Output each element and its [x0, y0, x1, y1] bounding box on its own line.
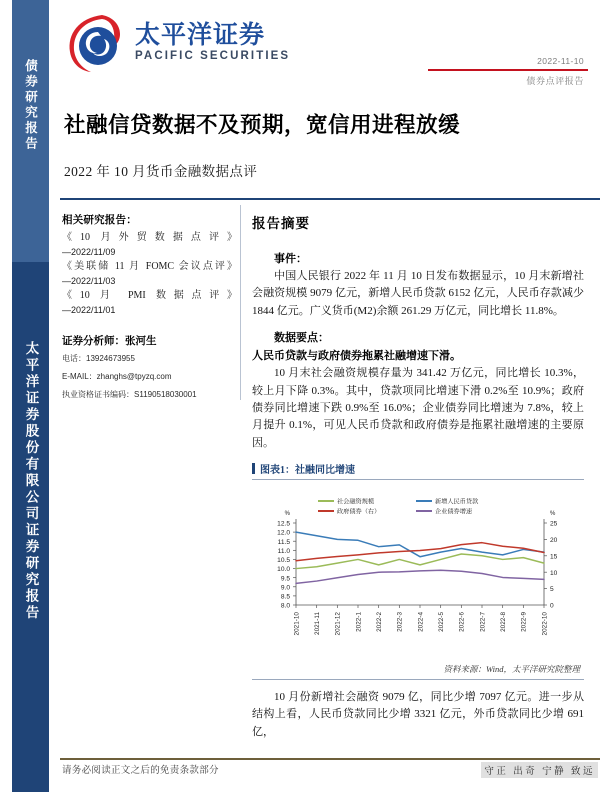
- svg-text:%: %: [284, 511, 290, 517]
- analyst-block: [62, 333, 237, 399]
- footer-slogan: 守正 出奇 宁静 致远: [481, 762, 598, 778]
- svg-text:政府债券（右）: 政府债券（右）: [337, 508, 381, 516]
- figure-source: 资料来源：Wind，太平洋研究院整理: [443, 664, 580, 674]
- svg-text:2022-1: 2022-1: [355, 612, 363, 632]
- svg-text:2022-3: 2022-3: [396, 612, 404, 632]
- svg-text:2022-5: 2022-5: [438, 612, 446, 632]
- svg-text:2022-8: 2022-8: [500, 612, 508, 632]
- figure-caption: [252, 461, 584, 476]
- related-report-title: 《美联储 11 月 FOMC 会议点评》: [62, 261, 237, 272]
- related-report-item[interactable]: [62, 231, 237, 259]
- social-financing-growth-chart: [252, 487, 584, 659]
- left-column: [62, 212, 237, 408]
- svg-text:2022-10: 2022-10: [541, 612, 549, 636]
- data-points-sublabel: 人民币贷款与政府债券拖累社融增速下滑。: [252, 350, 461, 363]
- event-paragraph: 中国人民银行 2022 年 11 月 10 日发布数据显示，10 月末新增社会融资规模 9079 亿元，新增人民币贷款 6152 亿元，人民币存款减少 1844 亿元。广义货币(M2)余额 261.29 万亿元，同比增长 11.8%。: [252, 270, 584, 317]
- event-label: 事件：: [274, 253, 307, 265]
- analyst-email[interactable]: E-MAIL：zhanghs@tpyzq.com: [62, 371, 172, 381]
- page-title: 社融信贷数据不及预期，宽信用进程放缓: [64, 113, 461, 137]
- data-points-label: 数据要点：: [274, 332, 329, 345]
- svg-text:2022-6: 2022-6: [458, 612, 466, 632]
- svg-text:11.5: 11.5: [277, 538, 290, 546]
- svg-text:社会融资规模: 社会融资规模: [337, 498, 375, 506]
- figure-caption-text: 图表1：社融同比增速: [260, 465, 355, 476]
- sidebar-label-bottom: 太平洋证券股份有限公司证券研究报告: [23, 340, 39, 622]
- report-date: 2022-11-10: [537, 56, 584, 66]
- svg-text:2022-4: 2022-4: [417, 612, 425, 632]
- related-report-date: —2022/11/03: [62, 275, 116, 286]
- svg-text:2022-7: 2022-7: [479, 612, 487, 632]
- report-type-label: 债券点评报告: [526, 75, 584, 86]
- analyst-name: 证券分析师：张河生: [62, 336, 157, 347]
- svg-text:5: 5: [550, 586, 554, 594]
- svg-text:2021-11: 2021-11: [314, 612, 322, 635]
- main-column: [252, 212, 584, 750]
- logo-wordmark: [135, 23, 290, 63]
- svg-text:0: 0: [550, 602, 554, 610]
- svg-text:8.5: 8.5: [280, 593, 290, 601]
- svg-text:2022-9: 2022-9: [520, 612, 528, 632]
- svg-text:11.0: 11.0: [277, 547, 290, 555]
- analyst-phone: 电话：13924673955: [62, 354, 135, 363]
- svg-text:15: 15: [550, 553, 558, 561]
- data-points-paragraph: 10 月末社会融资规模存量为 341.42 万亿元，同比增长 10.3%，较上月下降 0.3%。其中，贷款项同比增速下滑 0.2%至 10.9%；政府债券同比增速下跌 0.9%至 16.0%；企业债券同比增速为 7.8%，较上月提升 0.1%，可见人民币贷款和政府债券是拖累社融增速的主要原因。: [252, 367, 584, 449]
- svg-text:9.0: 9.0: [280, 584, 290, 592]
- report-meta-block: [428, 56, 588, 87]
- logo-chinese-name: 太平洋证券: [135, 21, 266, 50]
- figure-1: [252, 461, 584, 680]
- related-report-title: 《10 月外贸数据点评》: [62, 232, 237, 243]
- related-report-title: 《10 月 PMI 数据点评》: [62, 290, 237, 301]
- svg-text:10: 10: [550, 569, 558, 577]
- logo-english-name: PACIFIC SECURITIES: [135, 50, 291, 63]
- svg-text:8.0: 8.0: [280, 602, 290, 610]
- analyst-license: 执业资格证书编码：S1190518030001: [62, 389, 197, 399]
- pacific-securities-logo-icon: [65, 12, 127, 74]
- related-report-date: —2022/11/01: [62, 304, 116, 315]
- svg-text:20: 20: [550, 537, 558, 544]
- footer-divider: [60, 758, 600, 760]
- svg-text:企业债券增速: 企业债券增速: [435, 508, 473, 516]
- svg-text:%: %: [550, 511, 556, 517]
- title-divider: [60, 198, 600, 200]
- sidebar-band-report-series: [12, 0, 49, 262]
- footer-disclaimer: 请务必阅读正文之后的免责条款部分: [62, 766, 219, 776]
- related-report-item[interactable]: [62, 289, 237, 317]
- svg-text:9.5: 9.5: [280, 575, 290, 583]
- caption-accent-bar: [252, 463, 255, 474]
- svg-text:2021-10: 2021-10: [293, 612, 301, 636]
- column-divider: [240, 205, 241, 400]
- header-red-rule: [428, 69, 588, 72]
- company-logo: [65, 12, 290, 74]
- related-reports-heading: 相关研究报告：: [62, 215, 137, 226]
- svg-text:25: 25: [550, 520, 558, 528]
- closing-paragraph: 10 月份新增社会融资 9079 亿，同比少增 7097 亿元。进一步从结构上看，人民币贷款同比少增 3321 亿元，外币贷款同比少增 691 亿，: [252, 691, 584, 738]
- svg-text:10.5: 10.5: [277, 557, 290, 565]
- report-header: [60, 0, 600, 104]
- figure-frame: [252, 479, 584, 680]
- page-subtitle: 2022 年 10 月货币金融数据点评: [64, 164, 258, 179]
- svg-text:12.5: 12.5: [277, 520, 290, 528]
- sidebar-band-company: [12, 262, 49, 792]
- svg-text:2022-2: 2022-2: [376, 612, 384, 632]
- summary-heading: 报告摘要: [252, 216, 310, 231]
- svg-text:10.0: 10.0: [277, 566, 290, 574]
- left-sidebar: [12, 0, 49, 792]
- related-report-date: —2022/11/09: [62, 246, 116, 257]
- svg-text:12.0: 12.0: [277, 529, 290, 537]
- sidebar-label-top: 债券研究报告: [23, 58, 38, 152]
- svg-text:2021-12: 2021-12: [334, 612, 342, 636]
- related-report-item[interactable]: [62, 260, 237, 288]
- svg-text:新增人民币贷款: 新增人民币贷款: [435, 498, 479, 506]
